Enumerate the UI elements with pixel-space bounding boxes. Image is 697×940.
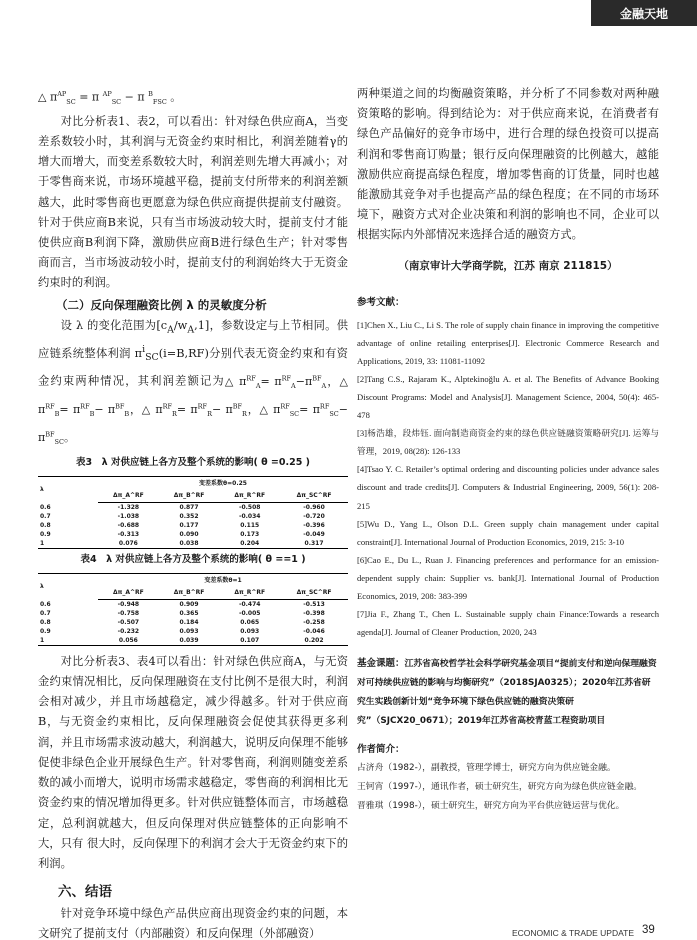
table-row: 0.8 -0.507 0.184 0.065 -0.258 [40,618,325,626]
paragraph-conclusion-cont: 两种渠道之间的均衡融资策略，并分析了不同参数对两种融资策略的影响。得到结论为：对于供应商来说，在消费者有绿色产品偏好的竞争市场中，进行合理的绿色投资可以提高利润和零售商订购量；银行反向保理融资的比例越大，越能激励供应商提高绿色程度，增加零售商的订货量，同时也越能激励其竞争对手也提高产品的绿色程度；在不同的市场环境下，融资方式对企业决策和利润的影响也不同，企业可以根据实际内外部情况来选择合适的融资方式。 [357,87,659,242]
table-row: 0.7 -0.758 0.365 -0.005 -0.398 [40,609,325,617]
author-block [357,741,659,816]
table-col-header: Δπ_R^RF [219,489,280,502]
funding-block [357,655,659,731]
table-row-label: λ [38,573,98,599]
author-item: 晋雅琪（1998-），硕士研究生，研究方向为平台供应链运营与优化。 [357,801,625,812]
reference-item: [7]Jia F., Zhang T., Chen L. Sustainable supply chain Finance:Towards a research agenda[J]. Journal of Cleaner Production, 2020, 243 [357,609,659,638]
affiliation: （南京审计大学商学院，江苏 南京 211815） [398,259,618,272]
table-row: 0.9 -0.313 0.090 0.173 -0.049 [40,530,325,538]
table-row: 1 0.076 0.038 0.204 0.317 [38,539,348,549]
table-row: 0.9 -0.232 0.093 0.093 -0.046 [40,627,325,635]
right-column [357,84,659,816]
reference-item: [1]Chen X., Liu C., Li S. The role of supply chain finance in improving the competitive advantage of online retailing enterprises[J]. Electronic Commerce Research and Applications, 2019, 33: 11081-11092 [357,319,659,366]
author-item: 占济舟（1982-），副教授，管理学博士，研究方向为供应链金融。 [357,763,616,774]
author-item: 王钶宵（1997-），通讯作者，硕士研究生，研究方向为绿色供应链金融。 [357,782,643,793]
table-4 [38,573,348,646]
reference-item: [3]杨浩雄，段炜钰. 面向制造商资金约束的绿色供应链融资策略研究[J]. 运筹与管理，2019, 08(28): 126-133 [357,428,659,457]
table-col-header: Δπ_A^RF [98,489,159,502]
funding-heading: 基金课题： [357,658,405,670]
table-4-caption: 表4 λ 对供应链上各方及整个系统的影响( θ ==1 ) [80,553,306,565]
table-col-header: Δπ_R^RF [219,586,280,599]
table-col-header: Δπ_B^RF [159,586,220,599]
table-group-header: 变差系数θ=1 [98,573,348,586]
table-row: 1 0.056 0.039 0.107 0.202 [38,636,348,646]
table-col-header: Δπ_SC^RF [280,586,348,599]
reference-item: [2]Tang C.S., Rajaram K., Alptekinoğlu A. et al. The Benefits of Advance Booking Discount Programs: Model and Analysis[J]. Management Science, 2004, 50(4): 465-478 [357,373,659,421]
table-row: 0.6 -0.948 0.909 -0.474 -0.513 [40,600,325,608]
paragraph-analysis-2: 对比分析表3、表4可以看出：针对绿色供应商A，与无资金约束情况相比，反向保理融资在支付比例不是很大时，利润会相对减少，并且市场越稳定，减少得越多。针对于供应商B，与无资金约束相比，反向保理融资会促使其获得更多利润，并且市场需求波动越大，利润越大，说明反向保理不能够促使非绿色企业开展绿色生产。针对零售商，利润则随变差系数的减小而增大，说明市场需求越稳定，零售商的利润相比无资金约束的情况增加得更多。针对供应链整体而言，市场越稳定，总利润就越大，但反向保理对供应链整体的正向影响不大，只有 很大时，反向保理下的利润才会大于无资金约束下的利润。 [38,654,348,870]
table-row: 0.6 -1.328 0.877 -0.508 -0.960 [40,503,325,511]
table-group-header: 变差系数θ=0.25 [98,476,348,489]
formula-top: △ $\pi^{AP}_{SC} = \pi$ $^{AP}_{SC}$ − π $^B_{FSC}$ 。 [38,90,182,106]
table-row: 0.8 -0.688 0.177 0.115 -0.396 [40,521,325,529]
paragraph-conclusion: 针对竞争环境中绿色产品供应商出现资金约束的问题，本文研究了提前支付（内部融资）和反向保理（外部融资） [38,907,348,940]
references-list [357,316,659,642]
subsection-heading: （二）反向保理融资比例 λ 的灵敏度分析 [56,297,267,312]
formula-delta-rf: △ $\pi^{RF}_A= \pi^{RF}_A-\pi^{BF}_A$，△ $\pi^{RF}_B= \pi^{RF}_B- \pi^{BF}_B$，△ $\pi^{RF}_R= \pi^{RF}_R- \pi^{BF}_R$，△ $\pi^{RF}_{SC}= \pi^{RF}_{SC}- \pi^{BF}_{SC}$。 [38,374,348,446]
reference-item: [6]Cao E., Du L., Ruan J. Financing preferences and performance for an emission-dependent supply chain: Supplier vs. bank[J]. International Journal of Production Economics, 2019, 208: 383-399 [357,554,659,602]
paragraph-analysis-1: 对比分析表1、表2，可以看出：针对绿色供应商A，当变差系数较小时，其利润与无资金约束时相比，利润差随着γ的增大而增大，而变差系数较大时，利润差则先增大再减小；对于零售商来说，市场环境越平稳，提前支付所带来的利润差额越大，此时零售商也更愿意为绿色供应商提供提前支付融资。针对于供应商B来说，只有当市场波动较大时，提前支付才能使供应商B利润下降，激励供应商B进行绿色生产；针对零售商而言，当市场波动较小时，提前支付的利润始终大于无资金约束时的利润。 [38,114,348,290]
table-col-header: Δπ_SC^RF [280,489,348,502]
section-title-conclusion: 六、结语 [58,884,112,901]
left-column [38,84,348,940]
paragraph-lambda-setup: 设 λ 的变化范围为$[c_A/w_A,1]$，参数设定与上节相同。供应链系统整体利润 $\pi^i_{SC}(i=B,RF)$分别代表无资金约束和有资金约束两种情况，其利润差额记为△ $\pi^{RF}_A= \pi^{RF}_A-\pi^{BF}_A$，△ $\pi^{RF}_B= \pi^{RF}_B- \pi^{BF}_B$，△ $\pi^{RF}_R= \pi^{RF}_R- \pi^{BF}_R$，△ $\pi^{RF}_{SC}= \pi^{RF}_{SC}- \pi^{BF}_{SC}$。 [38,318,349,446]
table-3 [38,476,348,549]
reference-item: [5]Wu D., Yang L., Olson D.L. Green supply chain management under capital constraint[J]. International Journal of Production Economics, 2019, 215: 3-10 [357,518,659,547]
page-number: 39 [642,924,655,936]
table-col-header: Δπ_A^RF [98,586,159,599]
table-col-header: Δπ_B^RF [159,489,220,502]
author-heading: 作者简介： [357,744,405,756]
table-row-label: λ [38,476,98,502]
section-label: 金融天地 [591,0,697,26]
funding-text: 江苏省高校哲学社会科学研究基金项目“提前支付和逆向保理融资对可持续供应链的影响与均衡研究”（2018SJA0325）；2020年江苏省研究生实践创新计划“竞争环境下绿色供应链的融资决策研究”（SJCX20_0671）；2019年江苏省高校青蓝工程资助项目 [357,659,657,727]
table-3-caption: 表3 λ 对供应链上各方及整个系统的影响( θ =0.25 ) [76,456,310,468]
table-row: 0.7 -1.038 0.352 -0.034 -0.720 [40,512,325,520]
journal-name: ECONOMIC & TRADE UPDATE [512,928,635,938]
reference-item: [4]Tsao Y. C. Retailer’s optimal ordering and discounting policies under advance sales discount and trade credits[J]. Computers & Industrial Engineering, 2009, 56(1): 208-215 [357,464,659,511]
references-heading: 参考文献： [357,296,405,308]
